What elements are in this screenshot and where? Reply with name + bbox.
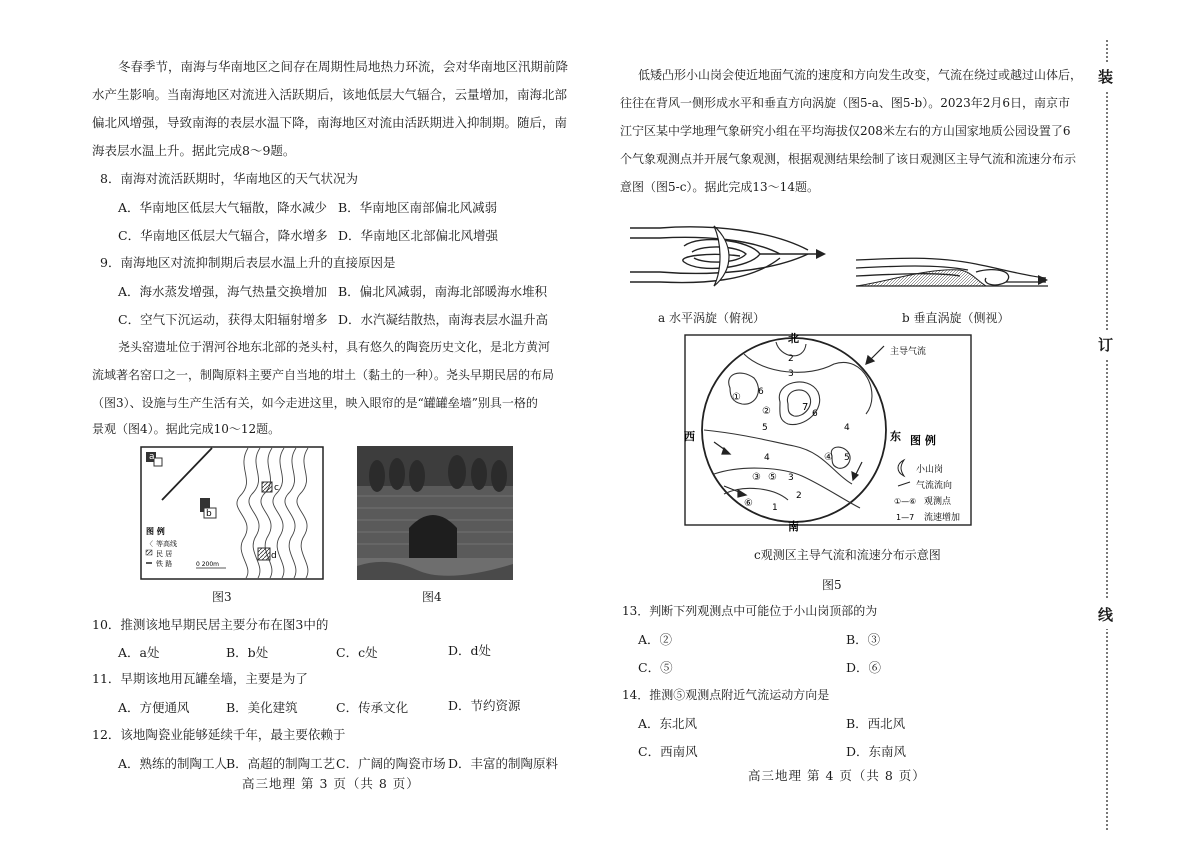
svg-text:1: 1 [772, 503, 778, 513]
binding-dotted-line [1106, 40, 1108, 830]
intro2-line: （图3）、设施与生产生活有关，如今走进这里，映入眼帘的是“罐罐垒墙”别具一格的 [92, 396, 538, 410]
binding-char: 订 [1098, 330, 1113, 359]
q9-option-d[interactable]: D．水汽凝结散热，南海表层水温升高 [338, 312, 549, 327]
figure-5a-horizontal-vortex [630, 214, 830, 304]
svg-text:3: 3 [788, 369, 794, 379]
figure-5c-map [684, 332, 972, 533]
svg-text:7: 7 [802, 402, 809, 413]
svg-text:①—⑥: ①—⑥ [894, 497, 917, 506]
svg-text:6: 6 [812, 409, 818, 419]
intro-line: 冬春季节，南海与华南地区之间存在周期性局地热力环流，会对华南地区汛期前降 [118, 59, 569, 74]
q13-option-c[interactable]: C．⑤ [638, 660, 673, 675]
q10-option-d[interactable]: D．d处 [448, 643, 492, 658]
q8-option-a[interactable]: A．华南地区低层大气辐散，降水减少 [118, 200, 328, 215]
q9-option-a[interactable]: A．海水蒸发增强，海气热量交换增加 [118, 284, 328, 299]
legend-item: 铁 路 [156, 560, 173, 568]
svg-text:⑥: ⑥ [744, 498, 753, 509]
figure-3-caption: 图3 [212, 590, 232, 604]
svg-text:气流流向: 气流流向 [916, 481, 953, 491]
legend-title: 图 例 [910, 434, 936, 447]
svg-text:2: 2 [796, 491, 802, 501]
figure-5c-caption: c观测区主导气流和流速分布示意图 [754, 548, 941, 562]
question-11-stem: 11．早期该地用瓦罐垒墙，主要是为了 [92, 671, 308, 686]
svg-text:④: ④ [824, 452, 833, 463]
intro2-line: 流域著名窑口之一，制陶原料主要产自当地的坩土（黏土的一种）。尧头早期民居的布局 [92, 368, 555, 382]
q13-option-b[interactable]: B．③ [846, 632, 881, 647]
svg-text:4: 4 [764, 453, 770, 463]
q8-option-d[interactable]: D．华南地区北部偏北风增强 [338, 228, 499, 243]
question-14-stem: 14．推测⑤观测点附近气流运动方向是 [622, 688, 830, 702]
q10-option-c[interactable]: C．c处 [336, 645, 378, 660]
figure-5a-caption: a 水平涡旋（俯视） [658, 311, 765, 325]
svg-text:6: 6 [758, 387, 764, 397]
q12-option-a[interactable]: A．熟练的制陶工人 [118, 756, 228, 771]
svg-text:5: 5 [762, 423, 768, 433]
label-c: c [274, 483, 279, 493]
svg-text:1—7: 1—7 [896, 513, 915, 522]
q8-option-c[interactable]: C．华南地区低层大气辐合，降水增多 [118, 228, 328, 243]
label-a: a [149, 452, 155, 462]
svg-text:①: ① [732, 392, 741, 403]
figure-4-photo [357, 446, 513, 580]
question-12-stem: 12．该地陶瓷业能够延续千年，最主要依赖于 [92, 727, 346, 742]
q13-option-a[interactable]: A．② [638, 632, 673, 647]
figure-5b-vertical-vortex [856, 250, 1048, 300]
question-9-stem: 9．南海地区对流抑制期后表层水温上升的直接原因是 [100, 255, 396, 270]
figure-5b-caption: b 垂直涡旋（侧视） [902, 311, 1010, 325]
svg-text:2: 2 [788, 354, 794, 364]
intro-line: 水产生影响。当南海地区对流进入活跃期后，该地低层大气辐合，云量增加，南海北部 [92, 87, 568, 102]
q8-option-b[interactable]: B．华南地区南部偏北风减弱 [338, 200, 498, 215]
intro-line: 个气象观测点并开展气象观测，根据观测结果绘制了该日观测区主导气流和流速分布示 [620, 152, 1077, 166]
q11-option-b[interactable]: B．美化建筑 [226, 700, 298, 715]
q10-option-b[interactable]: B．b处 [226, 645, 269, 660]
figure-4-caption: 图4 [422, 590, 442, 604]
q11-option-a[interactable]: A．方便通风 [118, 700, 190, 715]
svg-text:3: 3 [788, 473, 794, 483]
intro-line: 偏北风增强，导致南海的表层水温下降，南海地区对流由活跃期进入抑制期。随后，南 [92, 115, 568, 130]
label-d: d [271, 551, 277, 561]
legend-contour: 〈 [146, 540, 153, 548]
intro2-line: 景观（图4）。据此完成10～12题。 [92, 422, 281, 436]
q9-option-b[interactable]: B．偏北风减弱，南海北部暖海水堆积 [338, 284, 548, 299]
intro-line: 低矮凸形小山岗会使近地面气流的速度和方向发生改变，气流在绕过或越过山体后， [638, 68, 1083, 82]
main-airflow-label: 主导气流 [890, 347, 927, 357]
svg-text:③: ③ [752, 472, 761, 483]
label-b: b [206, 509, 212, 519]
svg-text:5: 5 [844, 453, 850, 463]
legend-title: 图 例 [146, 527, 165, 536]
page-footer: 高三地理 第 4 页（共 8 页） [748, 768, 926, 783]
west-label: 西 [684, 430, 695, 443]
binding-margin [1100, 40, 1114, 830]
q11-option-c[interactable]: C．传承文化 [336, 700, 409, 715]
intro-line: 意图（图5-c）。据此完成13～14题。 [620, 180, 819, 194]
question-8-stem: 8．南海对流活跃期时，华南地区的天气状况为 [100, 171, 358, 186]
legend-item: 等高线 [156, 540, 177, 548]
q10-option-a[interactable]: A．a处 [118, 645, 160, 660]
intro-line: 往往在背风一侧形成水平和垂直方向涡旋（图5-a、图5-b）。2023年2月6日，南京市 [620, 96, 1071, 110]
page-footer: 高三地理 第 3 页（共 8 页） [242, 776, 420, 791]
binding-char: 线 [1098, 600, 1113, 629]
q14-option-b[interactable]: B．西北风 [846, 716, 906, 731]
q12-option-c[interactable]: C．广阔的陶瓷市场 [336, 756, 446, 771]
north-label: 北 [788, 332, 799, 345]
q12-option-d[interactable]: D．丰富的制陶原料 [448, 756, 559, 771]
svg-text:②: ② [762, 406, 771, 417]
intro2-line: 尧头窑遗址位于渭河谷地东北部的尧头村，具有悠久的陶瓷历史文化，是北方黄河 [118, 340, 551, 354]
svg-text:4: 4 [844, 423, 850, 433]
q12-option-b[interactable]: B．高超的制陶工艺 [226, 756, 336, 771]
svg-text:观测点: 观测点 [924, 497, 952, 507]
q14-option-d[interactable]: D．东南风 [846, 744, 907, 759]
q14-option-c[interactable]: C．西南风 [638, 744, 698, 759]
question-13-stem: 13．判断下列观测点中可能位于小山岗顶部的为 [622, 604, 878, 618]
q14-option-a[interactable]: A．东北风 [638, 716, 698, 731]
east-label: 东 [890, 430, 901, 443]
intro-line: 海表层水温上升。据此完成8～9题。 [92, 143, 296, 158]
scale-bar: 0 200m [196, 561, 220, 568]
legend-item: 民 居 [156, 550, 173, 558]
question-10-stem: 10．推测该地早期民居主要分布在图3中的 [92, 617, 329, 632]
figure-5-caption: 图5 [822, 578, 842, 592]
south-label: 南 [788, 520, 799, 533]
q13-option-d[interactable]: D．⑥ [846, 660, 882, 675]
binding-char: 装 [1098, 62, 1113, 91]
intro-line: 江宁区某中学地理气象研究小组在平均海拔仅208米左右的方山国家地质公园设置了6 [620, 124, 1071, 138]
figure-3-map [140, 446, 324, 580]
q11-option-d[interactable]: D．节约资源 [448, 698, 521, 713]
hill-shape [714, 226, 729, 286]
svg-text:小山岗: 小山岗 [916, 465, 944, 475]
q9-option-c[interactable]: C．空气下沉运动，获得太阳辐射增多 [118, 312, 328, 327]
svg-text:⑤: ⑤ [768, 472, 777, 483]
svg-text:流速增加: 流速增加 [924, 513, 961, 523]
